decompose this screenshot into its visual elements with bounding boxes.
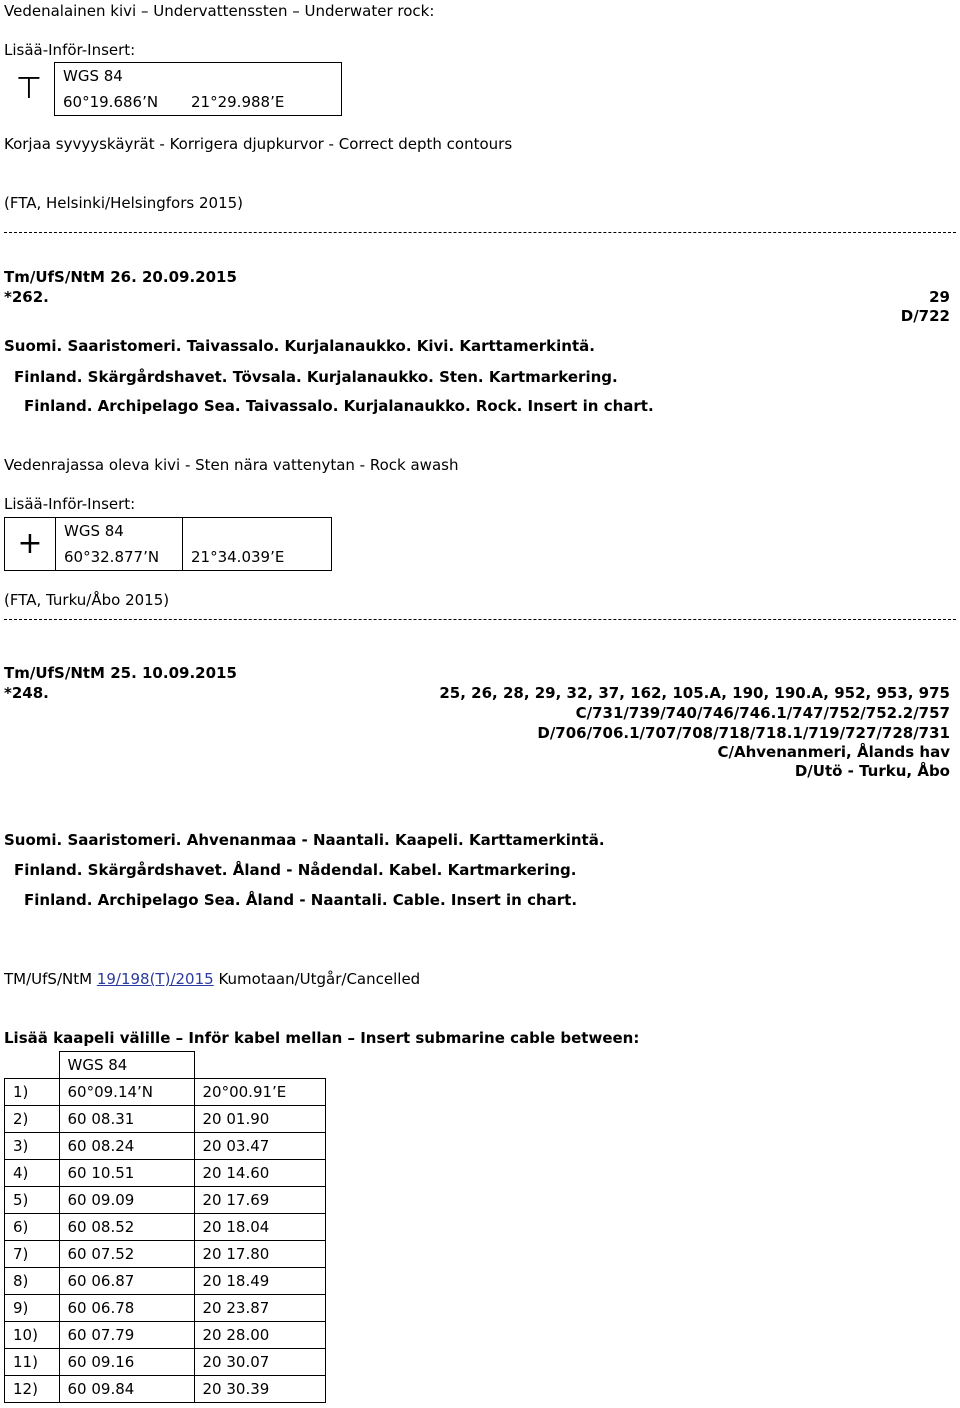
- table-row: [5, 1322, 326, 1349]
- table-row: [5, 1241, 326, 1268]
- table-row: [5, 1376, 326, 1403]
- point-latitude: 60°09.14’N: [59, 1079, 194, 1106]
- insert-label: Lisää-Inför-Insert:: [4, 495, 136, 513]
- table-row: [5, 1268, 326, 1295]
- latitude-cell: 60°32.877’N: [56, 544, 183, 571]
- point-number: 4): [5, 1160, 60, 1187]
- table-row: [5, 1349, 326, 1376]
- longitude-cell: 21°29.988’E: [183, 89, 342, 116]
- point-number: 1): [5, 1079, 60, 1106]
- cancel-suffix: Kumotaan/Utgår/Cancelled: [213, 970, 421, 988]
- chart-list-line: 25, 26, 28, 29, 32, 37, 162, 105.A, 190, 190.A, 952, 953, 975: [439, 684, 950, 702]
- point-latitude: 60 08.52: [59, 1214, 194, 1241]
- datum-cell: WGS 84: [55, 63, 342, 90]
- point-latitude: 60 07.79: [59, 1322, 194, 1349]
- cancellation-line: [4, 970, 420, 988]
- point-longitude: 20 30.07: [194, 1349, 326, 1376]
- chart-list-line: D/Utö - Turku, Åbo: [794, 762, 950, 780]
- location-sv: Finland. Skärgårdshavet. Tövsala. Kurjalanaukko. Sten. Kartmarkering.: [14, 368, 618, 386]
- table-row: [5, 1106, 326, 1133]
- point-longitude: 20 18.04: [194, 1214, 326, 1241]
- cable-points-table: [4, 1051, 326, 1403]
- point-latitude: 60 09.09: [59, 1187, 194, 1214]
- datum-cell: WGS 84: [56, 518, 183, 545]
- point-number: 7): [5, 1241, 60, 1268]
- point-number: 3): [5, 1133, 60, 1160]
- chart-list-line: C/Ahvenanmeri, Ålands hav: [717, 743, 950, 761]
- point-longitude: 20 17.69: [194, 1187, 326, 1214]
- point-latitude: 60 08.24: [59, 1133, 194, 1160]
- notice-number: *262.: [4, 288, 49, 306]
- notice-tm-date: Tm/UfS/NtM 25. 10.09.2015: [4, 664, 237, 682]
- correct-contours-text: Korjaa syvyyskäyrät - Korrigera djupkurvor - Correct depth contours: [4, 135, 513, 153]
- point-number: 10): [5, 1322, 60, 1349]
- point-latitude: 60 09.84: [59, 1376, 194, 1403]
- location-fi: Suomi. Saaristomeri. Ahvenanmaa - Naantali. Kaapeli. Karttamerkintä.: [4, 831, 605, 849]
- table-row: [5, 1187, 326, 1214]
- point-longitude: 20 30.39: [194, 1376, 326, 1403]
- chart-number-d: D/722: [900, 307, 950, 325]
- source-text: (FTA, Helsinki/Helsingfors 2015): [4, 194, 244, 212]
- cancel-prefix: TM/UfS/NtM: [4, 970, 97, 988]
- point-number: 2): [5, 1106, 60, 1133]
- table-row: [5, 1214, 326, 1241]
- point-longitude: 20 03.47: [194, 1133, 326, 1160]
- cable-heading: Lisää kaapeli välille – Inför kabel mellan – Insert submarine cable between:: [4, 1029, 640, 1047]
- location-en: Finland. Archipelago Sea. Taivassalo. Kurjalanaukko. Rock. Insert in chart.: [24, 397, 654, 415]
- rock-awash-symbol-icon: +: [5, 518, 56, 571]
- point-number: 12): [5, 1376, 60, 1403]
- chart-list-line: C/731/739/740/746/746.1/747/752/752.2/757: [575, 704, 950, 722]
- section-divider: [4, 619, 956, 620]
- point-longitude: 20 17.80: [194, 1241, 326, 1268]
- point-longitude: 20 01.90: [194, 1106, 326, 1133]
- point-number: 6): [5, 1214, 60, 1241]
- rock-awash-heading: Vedenrajassa oleva kivi - Sten nära vattenytan - Rock awash: [4, 456, 459, 474]
- point-longitude: 20 18.49: [194, 1268, 326, 1295]
- table-header-row: [5, 1052, 326, 1079]
- section-divider: [4, 232, 956, 233]
- insert-label: Lisää-Inför-Insert:: [4, 41, 136, 59]
- chart-list-line: D/706/706.1/707/708/718/718.1/719/727/728/731: [537, 724, 950, 742]
- underwater-rock-heading: Vedenalainen kivi – Undervattenssten – Underwater rock:: [4, 2, 435, 20]
- table-row: [5, 1160, 326, 1187]
- point-number: 9): [5, 1295, 60, 1322]
- point-latitude: 60 07.52: [59, 1241, 194, 1268]
- table-row: [5, 1079, 326, 1106]
- chart-number: 29: [929, 288, 950, 306]
- source-text: (FTA, Turku/Åbo 2015): [4, 591, 170, 609]
- point-longitude: 20°00.91’E: [194, 1079, 326, 1106]
- point-number: 8): [5, 1268, 60, 1295]
- position-table-1: [4, 62, 342, 116]
- underwater-rock-symbol-icon: ⊤: [15, 71, 43, 106]
- point-longitude: 20 14.60: [194, 1160, 326, 1187]
- datum-header: WGS 84: [59, 1052, 194, 1079]
- point-number: 11): [5, 1349, 60, 1376]
- location-en: Finland. Archipelago Sea. Åland - Naantali. Cable. Insert in chart.: [24, 891, 578, 909]
- table-row: [5, 1295, 326, 1322]
- cancelled-notice-link[interactable]: 19/198(T)/2015: [96, 970, 214, 988]
- latitude-cell: 60°19.686’N: [55, 89, 184, 116]
- notice-number: *248.: [4, 684, 49, 702]
- point-longitude: 20 23.87: [194, 1295, 326, 1322]
- point-latitude: 60 09.16: [59, 1349, 194, 1376]
- table-row: [5, 1133, 326, 1160]
- location-fi: Suomi. Saaristomeri. Taivassalo. Kurjalanaukko. Kivi. Karttamerkintä.: [4, 337, 595, 355]
- point-latitude: 60 06.87: [59, 1268, 194, 1295]
- point-latitude: 60 08.31: [59, 1106, 194, 1133]
- location-sv: Finland. Skärgårdshavet. Åland - Nådendal. Kabel. Kartmarkering.: [14, 861, 577, 879]
- notice-tm-date: Tm/UfS/NtM 26. 20.09.2015: [4, 268, 237, 286]
- point-number: 5): [5, 1187, 60, 1214]
- longitude-cell: 21°34.039’E: [183, 544, 332, 571]
- point-longitude: 20 28.00: [194, 1322, 326, 1349]
- point-latitude: 60 10.51: [59, 1160, 194, 1187]
- position-table-2: [4, 517, 332, 571]
- point-latitude: 60 06.78: [59, 1295, 194, 1322]
